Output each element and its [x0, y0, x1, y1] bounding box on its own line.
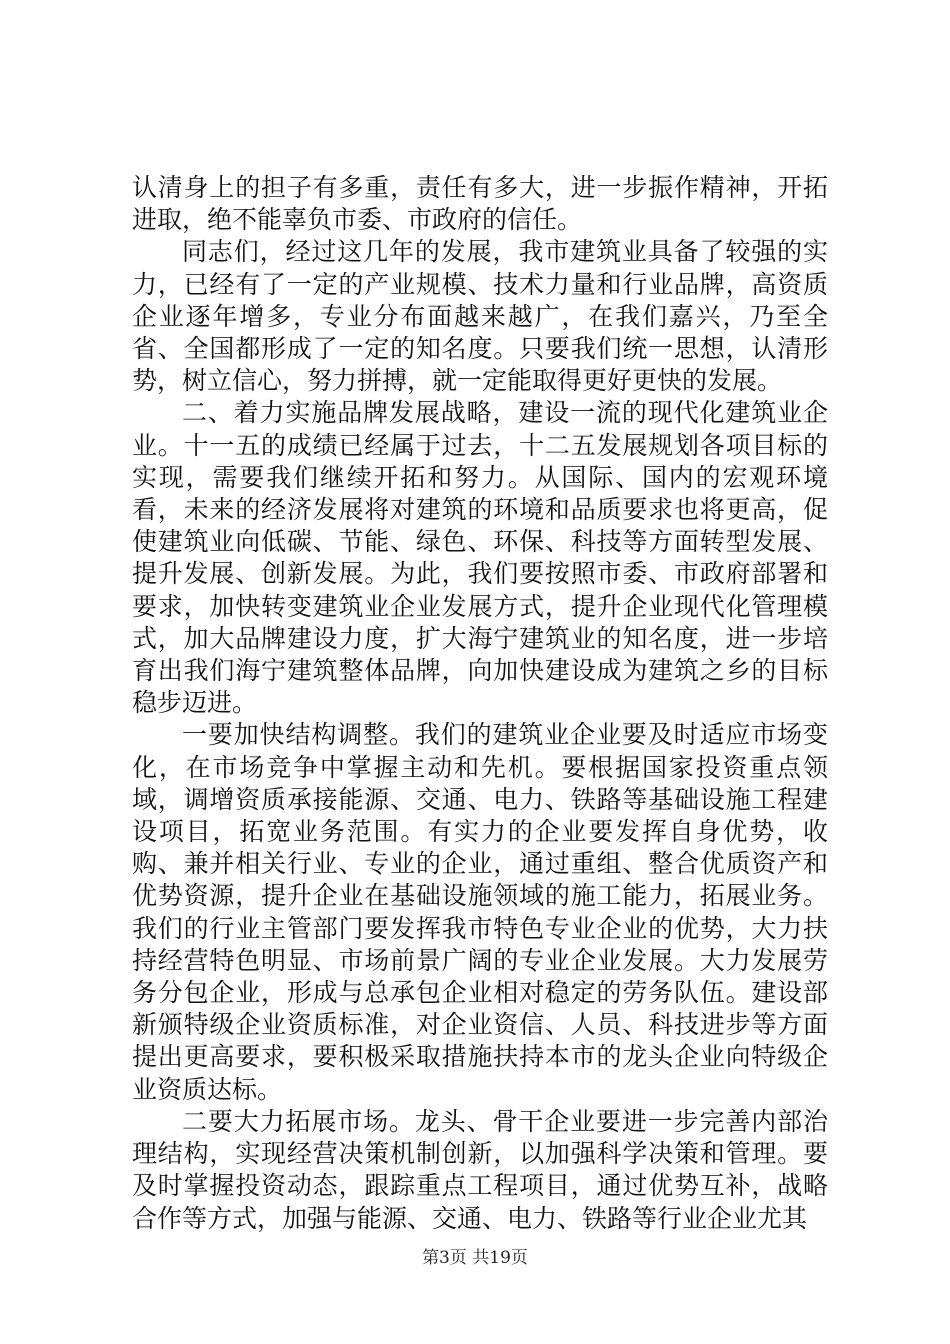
paragraph-1: 认清身上的担子有多重，责任有多大，进一步振作精神，开拓进取，绝不能辜负市委、市政府的信任。: [132, 173, 828, 235]
page-footer: 第3页 共19页: [422, 1248, 528, 1268]
paragraph-3: 二、着力实施品牌发展战略，建设一流的现代化建筑业企业。十一五的成绩已经属于过去，十二五发展规划各项目标的实现，需要我们继续开拓和努力。从国际、国内的宏观环境看，未来的经济发展将对建筑的环境和品质要求也将更高，促使建筑业向低碳、节能、绿色、环保、科技等方面转型发展、提升发展、创新发展。为此，我们要按照市委、市政府部署和要求，加快转变建筑业企业发展方式，提升企业现代化管理模式，加大品牌建设力度，扩大海宁建筑业的知名度，进一步培育出我们海宁建筑整体品牌，向加快建设成为建筑之乡的目标稳步迈进。: [132, 398, 828, 718]
paragraph-2: 同志们，经过这几年的发展，我市建筑业具备了较强的实力，已经有了一定的产业规模、技术力量和行业品牌，高资质企业逐年增多，专业分布面越来越广，在我们嘉兴，乃至全省、全国都形成了一定的知名度。只要我们统一思想，认清形势，树立信心，努力拼搏，就一定能取得更好更快的发展。: [132, 237, 828, 396]
paragraph-4: 一要加快结构调整。我们的建筑业企业要及时适应市场变化，在市场竞争中掌握主动和先机。要根据国家投资重点领域，调增资质承接能源、交通、电力、铁路等基础设施工程建设项目，拓宽业务范围。有实力的企业要发挥自身优势，收购、兼并相关行业、专业的企业，通过重组、整合优质资产和优势资源，提升企业在基础设施领域的施工能力，拓展业务。我们的行业主管部门要发挥我市特色专业企业的优势，大力扶持经营特色明显、市场前景广阔的专业企业发展。大力发展劳务分包企业，形成与总承包企业相对稳定的劳务队伍。建设部新颁特级企业资质标准，对企业资信、人员、科技进步等方面提出更高要求，要积极采取措施扶持本市的龙头企业向特级企业资质达标。: [132, 720, 828, 1104]
document-body: [132, 172, 828, 1235]
paragraph-5: 二要大力拓展市场。龙头、骨干企业要进一步完善内部治理结构，实现经营决策机制创新，以加强科学决策和管理。要及时掌握投资动态，跟踪重点工程项目，通过优势互补，战略合作等方式，加强与能源、交通、电力、铁路等行业企业尤其: [132, 1106, 828, 1233]
